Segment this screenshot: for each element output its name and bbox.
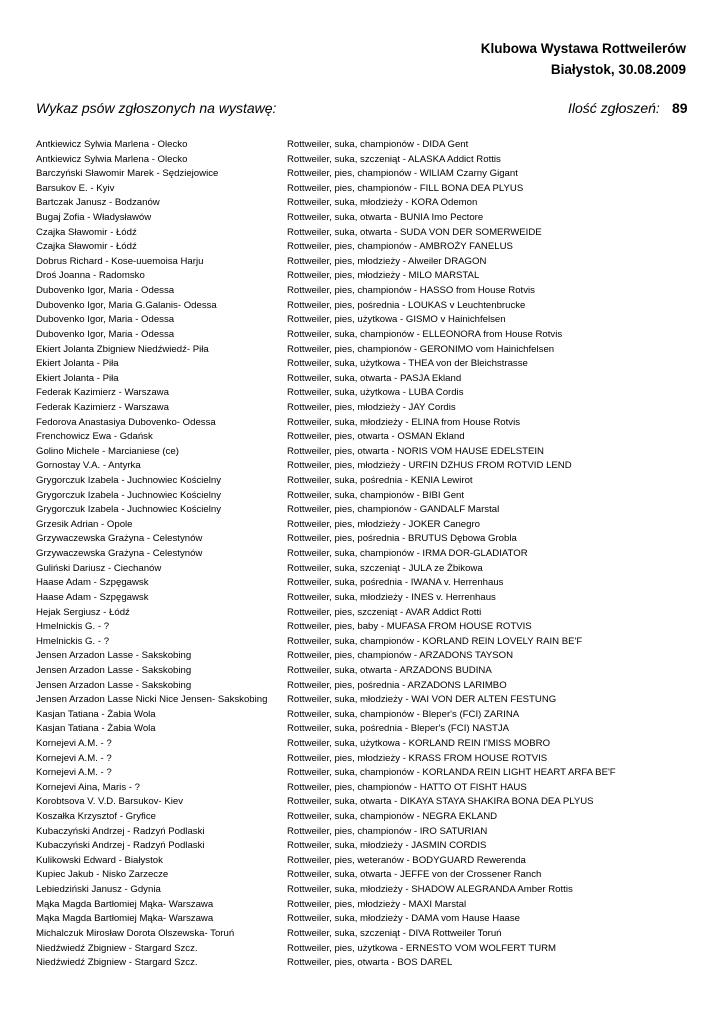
entry-dog: Rottweiler, suka, championów - KORLANDA REIN LIGHT HEART ARFA BE'F xyxy=(287,767,616,779)
entry-dog: Rottweiler, suka, otwarta - PASJA Ekland xyxy=(287,372,462,384)
list-item xyxy=(36,737,696,752)
entry-owner: Dubovenko Igor, Maria - Odessa xyxy=(36,285,175,297)
entry-dog: Rottweiler, pies, weteranów - BODYGUARD Rewerenda xyxy=(287,854,526,866)
header-title: Klubowa Wystawa Rottweilerów xyxy=(480,41,686,56)
entry-dog: Rottweiler, suka, pośrednia - Bleper's (FCI) NASTJA xyxy=(287,723,510,735)
entry-dog: Rottweiler, pies, otwarta - BOS DAREL xyxy=(287,957,453,969)
entry-owner: Dubovenko Igor, Maria G.Galanis- Odessa xyxy=(36,299,217,311)
entry-owner: Czajka Sławomir - Łódź xyxy=(36,241,137,253)
list-item xyxy=(36,547,696,562)
entry-owner: Frenchowicz Ewa - Gdańsk xyxy=(36,431,153,443)
list-item xyxy=(36,708,696,723)
entry-dog: Rottweiler, pies, szczeniąt - AVAR Addict Rotti xyxy=(287,606,482,618)
list-item xyxy=(36,795,696,810)
entry-owner: Bugaj Zofia - Władysławów xyxy=(36,212,152,224)
entry-dog: Rottweiler, suka, pośrednia - KENIA Lewirot xyxy=(287,475,473,487)
entry-owner: Gornostay V.A. - Antyrka xyxy=(36,460,141,472)
entry-owner: Guliński Dariusz - Ciechanów xyxy=(36,562,162,574)
list-item xyxy=(36,474,696,489)
entry-owner: Bartczak Janusz - Bodzanów xyxy=(36,197,160,209)
entry-dog: Rottweiler, pies, użytkowa - GISMO v Hainichfelsen xyxy=(287,314,506,326)
list-item xyxy=(36,781,696,796)
entry-dog: Rottweiler, pies, pośrednia - BRUTUS Dębowa Grobla xyxy=(287,533,517,545)
entry-owner: Jensen Arzadon Lasse Nicki Nice Jensen- Sakskobing xyxy=(36,694,268,706)
entry-dog: Rottweiler, pies, młodzieży - JAY Cordis xyxy=(287,401,456,413)
entry-owner: Dobrus Richard - Kose-uuemoisa Harju xyxy=(36,255,204,267)
entry-owner: Droś Joanna - Radomsko xyxy=(36,270,145,282)
entries-list xyxy=(36,138,696,971)
entry-dog: Rottweiler, suka, otwarta - SUDA VON DER SOMERWEIDE xyxy=(287,226,542,238)
entry-owner: Grygorczuk Izabela - Juchnowiec Kościelny xyxy=(36,475,222,487)
list-item xyxy=(36,357,696,372)
entry-owner: Czajka Sławomir - Łódź xyxy=(36,226,137,238)
entry-owner: Kornejevi A.M. - ? xyxy=(36,737,112,749)
list-item xyxy=(36,138,696,153)
list-item xyxy=(36,299,696,314)
entry-dog: Rottweiler, pies, otwarta - NORIS VOM HAUSE EDELSTEIN xyxy=(287,445,544,457)
list-item xyxy=(36,532,696,547)
list-item xyxy=(36,284,696,299)
list-item xyxy=(36,269,696,284)
entry-owner: Kasjan Tatiana - Żabia Wola xyxy=(36,723,156,735)
entry-dog: Rottweiler, pies, młodzieży - KRASS FROM HOUSE ROTVIS xyxy=(287,752,548,764)
entry-dog: Rottweiler, pies, młodzieży - URFIN DZHUS FROM ROTVID LEND xyxy=(287,460,572,472)
entry-dog: Rottweiler, suka, młodzieży - JASMIN CORDIS xyxy=(287,840,487,852)
entry-dog: Rottweiler, suka, championów - KORLAND REIN LOVELY RAIN BE'F xyxy=(287,635,583,647)
list-item xyxy=(36,372,696,387)
list-item xyxy=(36,649,696,664)
entry-dog: Rottweiler, suka, szczeniąt - ALASKA Addict Rottis xyxy=(287,153,501,165)
entry-owner: Antkiewicz Sylwia Marlena - Olecko xyxy=(36,153,188,165)
entry-owner: Dubovenko Igor, Maria - Odessa xyxy=(36,314,175,326)
list-item xyxy=(36,489,696,504)
entry-dog: Rottweiler, pies, pośrednia - LOUKAS v Leuchtenbrucke xyxy=(287,299,526,311)
list-item xyxy=(36,226,696,241)
entry-dog: Rottweiler, suka, otwarta - DIKAYA STAYA SHAKIRA BONA DEA PLYUS xyxy=(287,796,594,808)
entry-dog: Rottweiler, suka, championów - DIDA Gent xyxy=(287,139,469,150)
entry-dog: Rottweiler, suka, szczeniąt - DIVA Rottweiler Toruń xyxy=(287,927,502,939)
entry-dog: Rottweiler, pies, championów - IRO SATURIAN xyxy=(287,825,488,837)
list-item xyxy=(36,912,696,927)
list-item xyxy=(36,956,696,971)
list-item xyxy=(36,240,696,255)
entry-owner: Kornejevi A.M. - ? xyxy=(36,767,112,779)
list-item xyxy=(36,825,696,840)
entry-dog: Rottweiler, suka, młodzieży - WAI VON DER ALTEN FESTUNG xyxy=(287,694,557,706)
entry-owner: Mąka Magda Bartłomiej Mąka- Warszawa xyxy=(36,898,214,910)
entry-owner: Barsukov E. - Kyiv xyxy=(36,182,115,194)
entry-dog: Rottweiler, suka, pośrednia - IWANA v. Herrenhaus xyxy=(287,577,504,589)
list-item xyxy=(36,211,696,226)
entry-dog: Rottweiler, pies, młodzieży - MILO MARSTAL xyxy=(287,270,480,282)
entry-owner: Haase Adam - Szpęgawsk xyxy=(36,591,149,603)
entry-dog: Rottweiler, pies, championów - HATTO OT FISHT HAUS xyxy=(287,781,527,793)
entry-owner: Korobtsova V. V.D. Barsukov- Kiev xyxy=(36,796,184,808)
entry-owner: Jensen Arzadon Lasse - Sakskobing xyxy=(36,679,192,691)
list-item xyxy=(36,430,696,445)
list-item xyxy=(36,386,696,401)
list-item xyxy=(36,167,696,182)
entry-owner: Kubaczyński Andrzej - Radzyń Podlaski xyxy=(36,825,205,837)
list-item xyxy=(36,693,696,708)
entry-owner: Dubovenko Igor, Maria - Odessa xyxy=(36,328,175,340)
entry-owner: Haase Adam - Szpęgawsk xyxy=(36,577,149,589)
entry-owner: Barczyński Sławomir Marek - Sędziejowice xyxy=(36,168,219,180)
entry-dog: Rottweiler, pies, championów - FILL BONA DEA PLYUS xyxy=(287,182,524,194)
list-item xyxy=(36,503,696,518)
entry-dog: Rottweiler, suka, championów - NEGRA EKLAND xyxy=(287,811,498,823)
entry-owner: Niedźwiedź Zbigniew - Stargard Szcz. xyxy=(36,957,198,969)
list-item xyxy=(36,839,696,854)
entry-dog: Rottweiler, pies, młodzieży - Alweiler DRAGON xyxy=(287,255,487,267)
entry-dog: Rottweiler, suka, użytkowa - LUBA Cordis xyxy=(287,387,464,399)
entry-owner: Antkiewicz Sylwia Marlena - Olecko xyxy=(36,139,188,150)
entry-dog: Rottweiler, suka, młodzieży - ELINA from House Rotvis xyxy=(287,416,520,428)
list-item xyxy=(36,664,696,679)
entry-owner: Golino Michele - Marcianiese (ce) xyxy=(36,445,179,457)
entry-dog: Rottweiler, suka, młodzieży - INES v. Herrenhaus xyxy=(287,591,496,603)
entry-owner: Federak Kazimierz - Warszawa xyxy=(36,401,169,413)
entry-dog: Rottweiler, suka, championów - Bleper's (FCI) ZARINA xyxy=(287,708,520,720)
entry-owner: Mąka Magda Bartłomiej Mąka- Warszawa xyxy=(36,913,214,925)
list-item xyxy=(36,255,696,270)
entry-dog: Rottweiler, suka, championów - IRMA DOR-GLADIATOR xyxy=(287,548,528,560)
entry-dog: Rottweiler, pies, pośrednia - ARZADONS LARIMBO xyxy=(287,679,507,691)
entry-dog: Rottweiler, pies, championów - HASSO from House Rotvis xyxy=(287,285,535,297)
list-item xyxy=(36,679,696,694)
list-item xyxy=(36,313,696,328)
entry-owner: Niedźwiedź Zbigniew - Stargard Szcz. xyxy=(36,942,198,954)
entry-dog: Rottweiler, pies, championów - ARZADONS TAYSON xyxy=(287,650,514,662)
entry-owner: Koszałka Krzysztof - Gryfice xyxy=(36,811,156,823)
entry-owner: Grzywaczewska Grażyna - Celestynów xyxy=(36,533,203,545)
list-item xyxy=(36,883,696,898)
list-item xyxy=(36,576,696,591)
entry-dog: Rottweiler, suka, otwarta - BUNIA Imo Pectore xyxy=(287,212,484,224)
entry-dog: Rottweiler, suka, szczeniąt - JULA ze Żbikowa xyxy=(287,562,483,574)
list-item xyxy=(36,868,696,883)
list-item xyxy=(36,927,696,942)
entry-owner: Jensen Arzadon Lasse - Sakskobing xyxy=(36,664,192,676)
header-subtitle: Białystok, 30.08.2009 xyxy=(550,62,686,77)
entry-count-label: Ilość zgłoszeń: xyxy=(568,100,660,116)
entry-dog: Rottweiler, suka, użytkowa - THEA von der Bleichstrasse xyxy=(287,358,528,370)
entry-dog: Rottweiler, pies, baby - MUFASA FROM HOUSE ROTVIS xyxy=(287,621,532,633)
entry-dog: Rottweiler, pies, młodzieży - MAXI Marstal xyxy=(287,898,467,910)
list-item xyxy=(36,766,696,781)
list-item xyxy=(36,445,696,460)
list-item xyxy=(36,562,696,577)
list-item xyxy=(36,182,696,197)
entry-dog: Rottweiler, suka, młodzieży - DAMA vom Hause Haase xyxy=(287,913,520,925)
list-item xyxy=(36,606,696,621)
entry-dog: Rottweiler, suka, młodzieży - KORA Odemon xyxy=(287,197,478,209)
entry-owner: Kupiec Jakub - Nisko Zarzecze xyxy=(36,869,169,881)
entry-dog: Rottweiler, suka, młodzieży - SHADOW ALEGRANDA Amber Rottis xyxy=(287,884,573,896)
entry-owner: Grzesik Adrian - Opole xyxy=(36,518,133,530)
entry-owner: Grygorczuk Izabela - Juchnowiec Kościelny xyxy=(36,504,222,516)
list-item xyxy=(36,854,696,869)
list-item xyxy=(36,635,696,650)
entry-count-value: 89 xyxy=(672,100,688,116)
entry-owner: Ekiert Jolanta - Piła xyxy=(36,358,119,370)
entry-dog: Rottweiler, suka, championów - ELLEONORA from House Rotvis xyxy=(287,328,563,340)
entry-owner: Hmelnickis G. - ? xyxy=(36,635,110,647)
entry-dog: Rottweiler, pies, championów - GERONIMO vom Hainichfelsen xyxy=(287,343,555,355)
entry-owner: Michalczuk Mirosław Dorota Olszewska- Toruń xyxy=(36,927,235,939)
list-item xyxy=(36,752,696,767)
entry-owner: Kubaczyński Andrzej - Radzyń Podlaski xyxy=(36,840,205,852)
list-item xyxy=(36,591,696,606)
entry-dog: Rottweiler, pies, użytkowa - ERNESTO VOM WOLFERT TURM xyxy=(287,942,557,954)
list-title: Wykaz psów zgłoszonych na wystawę: xyxy=(36,100,277,116)
entry-owner: Jensen Arzadon Lasse - Sakskobing xyxy=(36,650,192,662)
entry-owner: Federak Kazimierz - Warszawa xyxy=(36,387,169,399)
entry-owner: Kornejevi A.M. - ? xyxy=(36,752,112,764)
list-item xyxy=(36,898,696,913)
entry-owner: Grygorczuk Izabela - Juchnowiec Kościelny xyxy=(36,489,222,501)
entry-dog: Rottweiler, pies, championów - WILIAM Czarny Gigant xyxy=(287,168,518,180)
entry-dog: Rottweiler, suka, użytkowa - KORLAND REIN I'MISS MOBRO xyxy=(287,737,551,749)
entry-dog: Rottweiler, pies, młodzieży - JOKER Canegro xyxy=(287,518,481,530)
list-item xyxy=(36,620,696,635)
entry-owner: Lebiedziński Janusz - Gdynia xyxy=(36,884,161,896)
list-item xyxy=(36,810,696,825)
list-item xyxy=(36,196,696,211)
entry-dog: Rottweiler, suka, championów - BIBI Gent xyxy=(287,489,465,501)
entry-dog: Rottweiler, suka, otwarta - ARZADONS BUDINA xyxy=(287,664,492,676)
list-item xyxy=(36,343,696,358)
entry-owner: Kasjan Tatiana - Żabia Wola xyxy=(36,708,156,720)
entry-dog: Rottweiler, pies, championów - GANDALF Marstal xyxy=(287,504,500,516)
list-item xyxy=(36,416,696,431)
entry-owner: Fedorova Anastasiya Dubovenko- Odessa xyxy=(36,416,216,428)
entry-owner: Hejak Sergiusz - Łódź xyxy=(36,606,130,618)
entry-dog: Rottweiler, pies, otwarta - OSMAN Ekland xyxy=(287,431,465,443)
entry-owner: Grzywaczewska Grażyna - Celestynów xyxy=(36,548,203,560)
list-item xyxy=(36,518,696,533)
entry-dog: Rottweiler, pies, championów - AMBROŻY FANELUS xyxy=(287,241,513,253)
list-item xyxy=(36,722,696,737)
entry-owner: Ekiert Jolanta Zbigniew Niedźwiedź- Piła xyxy=(36,343,209,355)
list-item xyxy=(36,328,696,343)
entry-owner: Ekiert Jolanta - Piła xyxy=(36,372,119,384)
entry-dog: Rottweiler, suka, otwarta - JEFFE von der Crossener Ranch xyxy=(287,869,542,881)
list-item xyxy=(36,153,696,168)
entry-owner: Kornejevi Aina, Maris - ? xyxy=(36,781,140,793)
list-item xyxy=(36,459,696,474)
list-item xyxy=(36,942,696,957)
entry-owner: Kulikowski Edward - Białystok xyxy=(36,854,163,866)
entry-owner: Hmelnickis G. - ? xyxy=(36,621,110,633)
list-item xyxy=(36,401,696,416)
